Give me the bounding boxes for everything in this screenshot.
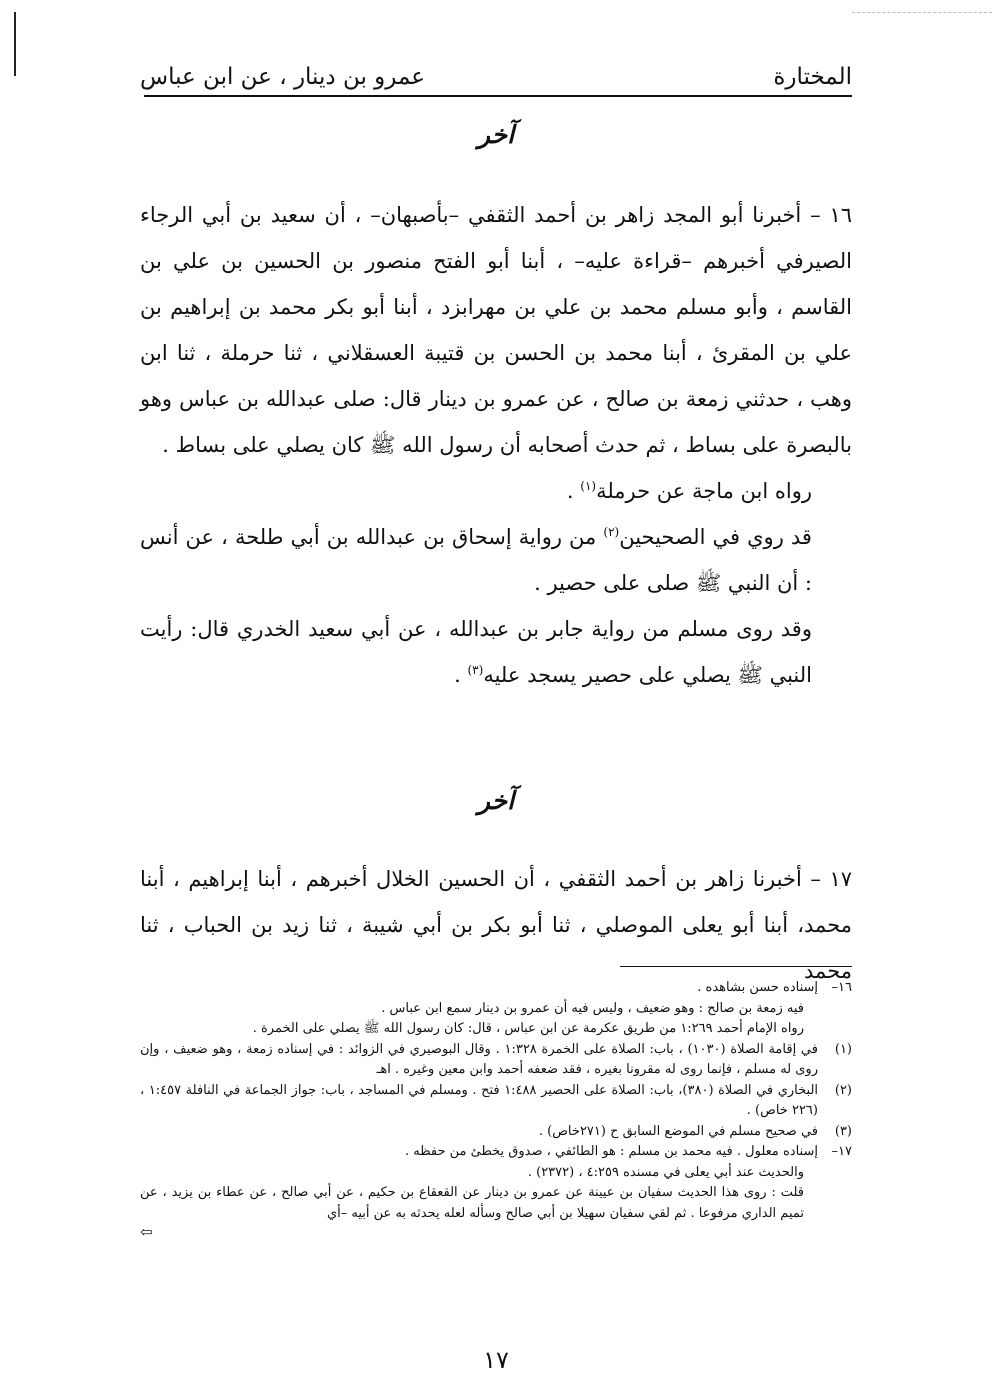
footnote (140, 1163, 852, 1184)
hadith-16-shahid-1 (140, 514, 852, 606)
hadith-16-block (140, 192, 852, 698)
note-marker: (١) (580, 479, 597, 493)
takhrij-text: رواه ابن ماجة عن حرملة (596, 479, 812, 503)
footnote-text: البخاري في الصلاة (٣٨٠)، باب: الصلاة على الحصير ١:٤٨٨ فتح . ومسلم في المساجد ، باب: جواز الجماعة في النافلة ١:٤٥٧ ، (٢٢٦ خاص) . (140, 1082, 819, 1118)
hadith-16-takhrij: رواه ابن ماجة عن حرملة$^{(١)}$ . (566, 479, 812, 503)
footnote-text: في صحيح مسلم في الموضع السابق ح (٢٧١خاص) . (538, 1123, 818, 1139)
footnote (140, 1019, 852, 1040)
footnote-text: إسناده حسن بشاهده . (697, 980, 818, 995)
shahid-text-cont: من رواية إسحاق بن عبدالله بن أبي طلحة ، عن أنس : أن النبي ﷺ صلى على حصير . (140, 525, 812, 595)
footnote-number: (١) (834, 1041, 852, 1057)
page-number: ١٧ (483, 1346, 509, 1374)
note-marker: (٣) (467, 663, 484, 677)
footnote (140, 978, 852, 999)
footnote-number: ١٦– (831, 980, 852, 995)
hadith-16-isnad: ١٦ – أخبرنا أبو المجد زاهر بن أحمد الثقفي –بأصبهان– ، أن سعيد بن أبي الرجاء الصيرفي أخبرهم –قراءة عليه– ، أبنا أبو الفتح منصور بن الحسين بن علي بن القاسم ، وأبو مسلم محمد بن علي بن مهرابزد ، أبنا أبو بكر محمد بن إبراهيم بن علي بن المقرئ ، أبنا محمد بن الحسن بن قتيبة العسقلاني ، ثنا حرملة ، ثنا ابن وهب ، حدثني زمعة بن صالح ، عن عمرو بن دينار قال: صلى عبدالله بن عباس وهو بالبصرة على بساط ، ثم حدث أصحابه أن رسول الله ﷺ كان يصلي على بساط . (140, 203, 852, 457)
footnote (140, 1122, 852, 1143)
book-page (140, 0, 852, 1394)
note-marker: (٢) (603, 525, 620, 539)
footnote-text: فيه زمعة بن صالح : وهو ضعيف ، وليس فيه أن عمرو بن دينار سمع ابن عباس . (381, 1000, 804, 1016)
footnote-text: والحديث عند أبي يعلى في مسنده ٤:٢٥٩ ، (٢٣٧٢) . (527, 1164, 804, 1180)
section-title: آخر (477, 786, 515, 815)
footnote (140, 1081, 852, 1122)
section-title: آخر (477, 120, 515, 149)
chapter-title: عمرو بن دينار ، عن ابن عباس (140, 64, 425, 90)
shahid-text: وقد روى مسلم من رواية جابر بن عبدالله ، عن أبي سعيد الخدري قال: رأيت النبي ﷺ يصلي على حصير يسجد عليه (140, 617, 812, 687)
footnote-text: رواه الإمام أحمد ١:٢٦٩ من طريق عكرمة عن ابن عباس ، قال: كان رسول الله ﷺ يصلي على الخمرة . (252, 1021, 804, 1036)
footnote (140, 1142, 852, 1163)
footnote (140, 1040, 852, 1081)
hadith-17-block (140, 856, 852, 994)
footnote-text: قلت : روى هذا الحديث سفيان بن عيينة عن عمرو بن دينار عن القعقاع بن حكيم ، عن أبي صالح ، عن عطاء بن يزيد ، عن تميم الداري مرفوعا . ثم لقي سفيان سهيلا بن أبي صالح وسأله لعله يحدثه به عن أبيه –أي (140, 1185, 804, 1221)
scan-edge-rule (852, 12, 992, 13)
running-header (140, 56, 852, 90)
footnote (140, 999, 852, 1020)
scan-margin-mark (14, 12, 16, 76)
header-rule (144, 95, 852, 97)
footnote (140, 1183, 852, 1224)
footnote-text: إسناده معلول . فيه محمد بن مسلم : هو الطائفي ، صدوق يخطئ من حفظه . (405, 1144, 818, 1159)
footnote-number: ١٧– (831, 1144, 852, 1159)
footnotes (140, 978, 852, 1242)
footnote-number: (٣) (834, 1123, 852, 1139)
footnote-number: (٢) (834, 1082, 852, 1098)
footnote-rule (620, 966, 852, 967)
hadith-17-isnad: ١٧ – أخبرنا زاهر بن أحمد الثقفي ، أن الحسين الخلال أخبرهم ، أبنا إبراهيم ، أبنا محمد، أبنا أبو يعلى الموصلي ، ثنا أبو بكر بن أبي شيبة ، ثنا زيد بن الحباب ، ثنا محمد (140, 867, 852, 983)
footnote-text: في إقامة الصلاة (١٠٣٠) ، باب: الصلاة على الخمرة ١:٣٢٨ . وقال البوصيري في الزوائد : في إسناده زمعة ، وهو ضعيف ، وإن روى له مسلم ، فإنما روى له مقرونا بغيره ، فقد ضعفه أحمد وابن معين وغيره . اهـ (140, 1041, 818, 1077)
hadith-16-shahid-2: وقد روى مسلم من رواية جابر بن عبدالله ، عن أبي سعيد الخدري قال: رأيت النبي ﷺ يصلي على حصير يسجد عليه$^{(٣)}$ . (140, 617, 812, 687)
shahid-text: قد روي في الصحيحين (619, 525, 812, 549)
left-arrow-icon: ⇦ (140, 1223, 153, 1241)
book-title: المختارة (773, 64, 852, 90)
